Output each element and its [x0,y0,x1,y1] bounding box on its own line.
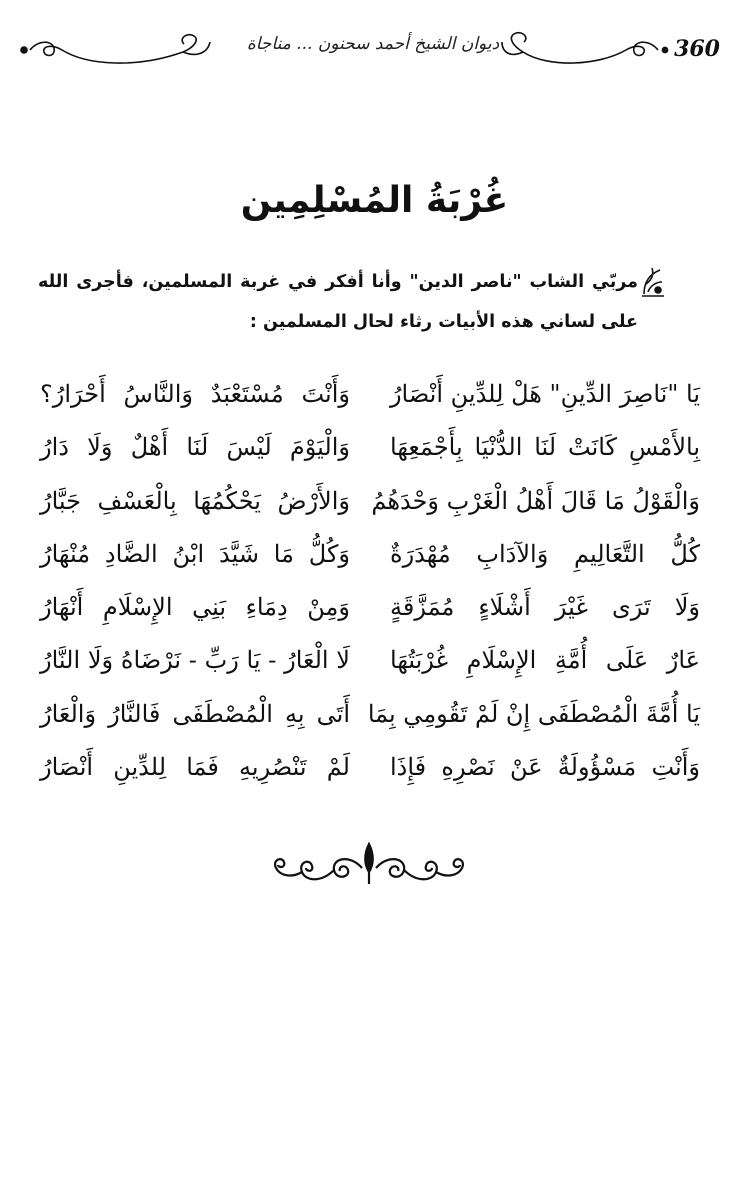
verse-second-hemistich: وَالأَرْضُ يَحْكُمُهَا بِالْعَسْفِ جَبَّارُ [40,486,350,515]
verse-second-hemistich: وَالْيَوْمَ لَيْسَ لَنَا أَهْلٌ وَلَا دَارُ [40,433,350,462]
scroll-flourish-icon-left [21,35,210,63]
poem [40,372,700,798]
verse [40,532,700,585]
verse-first-hemistich: وَالْقَوْلُ مَا قَالَ أَهْلُ الْغَرْبِ وَحْدَهُمُ [371,486,700,515]
verse [40,479,700,532]
verse-first-hemistich: كُلُّ التَّعَالِيمِ وَالآدَابِ مُهْدَرَةٌ [390,539,700,568]
verse [40,745,700,798]
verse [40,372,700,425]
bird-ornament-icon [640,264,666,298]
verse-second-hemistich: لَا الْعَارُ - يَا رَبِّ - نَرْضَاهُ وَلَا النَّارُ [40,646,350,675]
verse-first-hemistich: وَلَا تَرَى غَيْرَ أَشْلَاءٍ مُمَزَّقَةٍ [390,593,700,622]
intro-paragraph: مربّي الشاب "ناصر الدين" وأنا أفكر في غربة المسلمين، فأجرى الله على لساني هذه الأبيات رثاء لحال المسلمين : [38,272,638,332]
verse-first-hemistich: عَارٌ عَلَى أُمَّةِ الإِسْلَامِ غُرْبَتُهَا [390,646,700,675]
verse-second-hemistich: لَمْ تَنْصُرِيهِ فَمَا لِلدِّينِ أَنْصَارُ [40,753,350,782]
verse [40,638,700,691]
page-number: 360 [674,36,720,62]
page-header [18,22,728,74]
fleuron-ornament-icon [262,838,477,890]
verse-second-hemistich: أَتَى بِهِ الْمُصْطَفَى فَالنَّارُ وَالْعَارُ [40,699,350,728]
verse-second-hemistich: وَمِنْ دِمَاءِ بَنِي الإِسْلَامِ أَنْهَارُ [40,593,350,622]
verse-first-hemistich: بِالأَمْسِ كَانَتْ لَنَا الدُّنْيَا بِأَجْمَعِهَا [390,433,700,462]
running-head: ديوان الشيخ أحمد سحنون ... مناجاة [246,34,500,54]
verse-first-hemistich: يَا "نَاصِرَ الدِّينِ" هَلْ لِلدِّينِ أَنْصَارُ [389,380,700,408]
verse-first-hemistich: وَأَنْتِ مَسْؤُولَةٌ عَنْ نَصْرِهِ فَإِذَا [390,753,700,782]
verse-second-hemistich: وَأَنْتَ مُسْتَعْبَدٌ وَالنَّاسُ أَحْرَارُ؟ [40,380,350,408]
scroll-flourish-icon-right [502,33,668,63]
verse [40,585,700,638]
verse [40,425,700,478]
verse [40,692,700,745]
verse-first-hemistich: يَا أُمَّةَ الْمُصْطَفَى إِنْ لَمْ تَقُومِي بِمَا [367,699,700,728]
poem-title: غُرْبَةُ المُسْلِمِين [240,180,509,221]
verse-second-hemistich: وَكُلُّ مَا شَيَّدَ ابْنُ الضَّادِ مُنْهَارُ [40,539,350,568]
